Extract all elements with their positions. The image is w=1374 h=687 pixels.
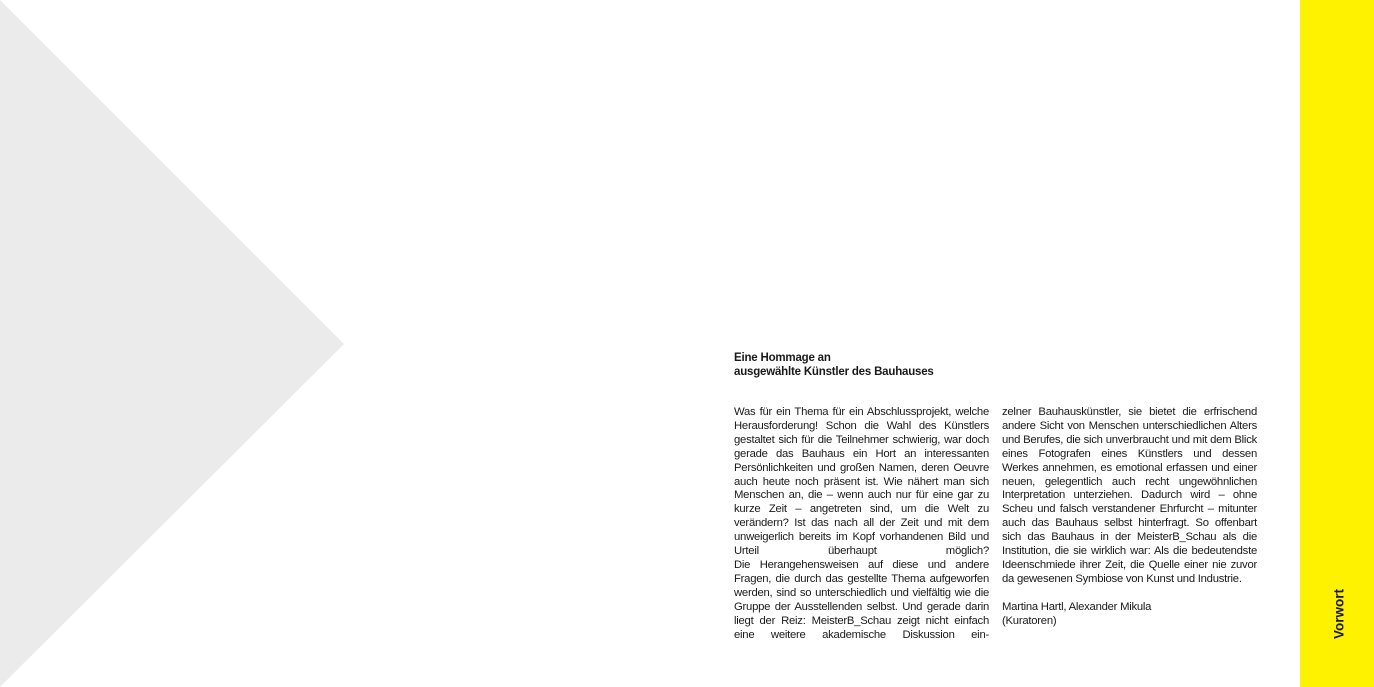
heading-line-1: Eine Hommage an <box>734 352 831 364</box>
credit-authors: Martina Hartl, Alexander Mikula <box>1002 600 1152 613</box>
section-label-vorwort: Vorwort <box>1331 589 1347 639</box>
credit-role: (Kuratoren) <box>1002 614 1057 627</box>
triangle-shape <box>0 0 344 687</box>
article-heading <box>734 351 1034 379</box>
yellow-side-bar <box>1300 0 1374 687</box>
paragraph-3: zelner Bauhauskünstler, sie bietet die erfrischend andere Sicht von Menschen unterschiedlichen Alters und Berufes, die sich unverbraucht und mit dem Blick eines Fotografen eines Künstlers und dessen Werkes annehmen, es emotional erfassen und einer neuen, gelegentlich auch recht ungewöhnlichen Interpretation unterziehen. Dadurch wird – ohne Scheu und falsch verstandener Ehrfurcht – mitunter auch das Bauhaus selbst hinterfragt. So offenbart sich das Bauhaus in der MeisterB_Schau als die Institution, die sie wirklich war: Als die bedeutendste Ideenschmiede ihrer Zeit, die Quelle einer nie zuvor da gewesenen Symbiose von Kunst und Industrie. <box>1002 406 1257 585</box>
paragraph-2: Die Herangehensweisen auf diese und andere Fragen, die durch das gestellte Thema aufgeworfen werden, sind so unterschiedlich und vielfältig wie die Gruppe der Ausstellenden selbst. Und gerade darin liegt der Reiz: MeisterB_Schau zeigt nicht einfach eine weitere akademische Diskussion ein- <box>734 558 989 641</box>
text-column-left <box>734 406 989 642</box>
text-column-right <box>1002 406 1257 628</box>
paragraph-1: Was für ein Thema für ein Abschlussprojekt, welche Herausforderung! Schon die Wahl des Künstlers gestaltet sich für die Teilnehmer schwierig, war doch gerade das Bauhaus ein Hort an interessanten Persönlichkeiten und großen Namen, deren Oeuvre auch heute noch präsent ist. Wie nähert man sich Menschen an, die – wenn auch nur für eine gar zu kurze Zeit – angetreten sind, um die Welt zu verändern? Ist das nach all der Zeit und mit dem unweigerlich bereits im Kopf vorhandenen Bild und Urteil überhaupt möglich? <box>734 406 989 558</box>
spacer <box>1002 587 1257 601</box>
heading-line-2: ausgewählte Künstler des Bauhauses <box>734 366 934 378</box>
